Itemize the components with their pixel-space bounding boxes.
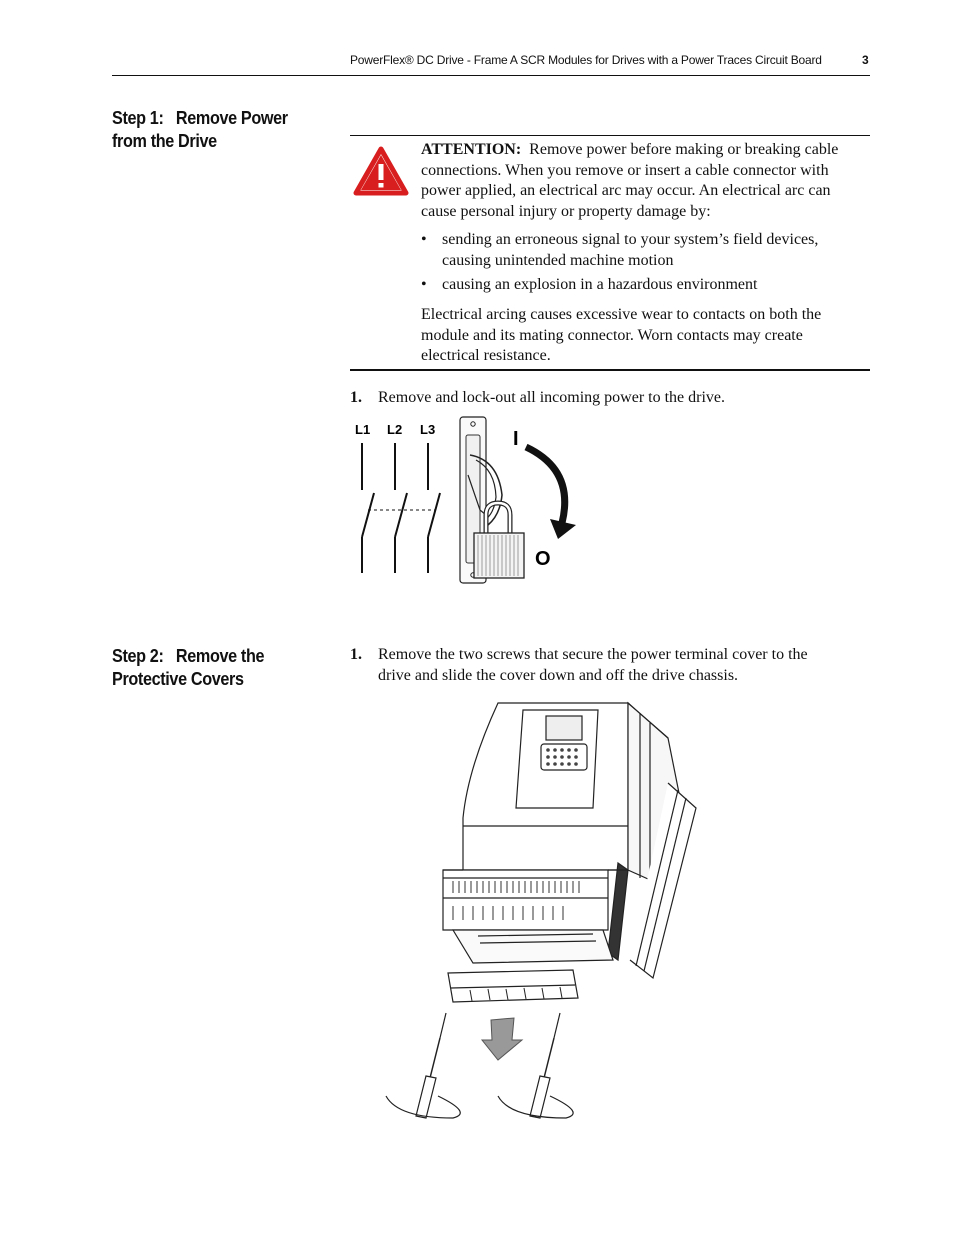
attention-paragraph-2	[421, 305, 871, 367]
step2-heading	[112, 645, 328, 691]
lockout-figure	[350, 415, 590, 590]
rotation-arrow-icon	[526, 447, 565, 523]
attention-p2-line1: Electrical arcing causes excessive wear to contacts on both the	[421, 306, 822, 323]
attention-paragraph	[421, 140, 871, 222]
step1-instruction	[350, 388, 870, 409]
attention-line1: Remove power before making or breaking cable	[529, 141, 839, 158]
step2-title-line2: Protective Covers	[112, 669, 244, 689]
on-position-label: I	[513, 428, 519, 450]
drive-chassis	[386, 703, 696, 1118]
bullet-1-line1: sending an erroneous signal to your system’s field devices,	[442, 231, 819, 248]
attention-p2-line3: electrical resistance.	[421, 347, 551, 364]
step2-instruction-number: 1.	[350, 646, 362, 663]
phase-label-l3: L3	[420, 422, 436, 437]
step1-label: Step 1:	[112, 108, 164, 128]
arrow-head-icon	[550, 519, 576, 539]
attention-line3: power applied, an electrical arc may occur. An electrical arc can	[421, 182, 831, 199]
off-position-label: O	[535, 548, 551, 570]
step1-title-line2: from the Drive	[112, 131, 217, 151]
bullet-dot: •	[421, 231, 427, 248]
attention-p2-line2: module and its mating connector. Worn contacts may create	[421, 326, 803, 344]
header-rule	[112, 75, 870, 76]
warning-triangle-icon	[353, 146, 409, 196]
step2-instruction-line2: drive and slide the cover down and off the drive chassis.	[378, 666, 739, 684]
step1-title-line1: Remove Power	[175, 108, 288, 128]
attention-lead: ATTENTION:	[421, 141, 522, 158]
bullet-dot: •	[421, 276, 427, 293]
phase-label-l1: L1	[355, 422, 371, 437]
step2-label: Step 2:	[112, 646, 164, 666]
running-title: PowerFlex® DC Drive - Frame A SCR Modules for Drives with a Power Traces Circuit Board	[350, 53, 822, 67]
bullet-2-line1: causing an explosion in a hazardous environment	[442, 276, 758, 293]
step1-instruction-text: Remove and lock-out all incoming power to the drive.	[378, 389, 726, 406]
drive-cover-removal-figure	[378, 698, 708, 1133]
step2-instruction-line1: Remove the two screws that secure the power terminal cover to the	[378, 646, 808, 663]
attention-line2: connections. When you remove or insert a cable connector with	[421, 161, 829, 179]
bullet-1-line2: causing unintended machine motion	[442, 251, 674, 269]
attention-line4: cause personal injury or property damage by:	[421, 202, 711, 220]
step2-title-line1: Remove the	[175, 646, 265, 666]
disconnect-switch-symbol	[362, 443, 440, 573]
phase-label-l2: L2	[387, 422, 403, 437]
slide-down-arrow-icon	[482, 1018, 522, 1060]
attention-top-rule	[350, 135, 870, 136]
step1-instruction-number: 1.	[350, 389, 362, 406]
step1-heading	[112, 107, 328, 153]
attention-bottom-rule	[350, 369, 870, 371]
page-number: 3	[862, 53, 869, 67]
step2-instruction	[350, 645, 870, 684]
